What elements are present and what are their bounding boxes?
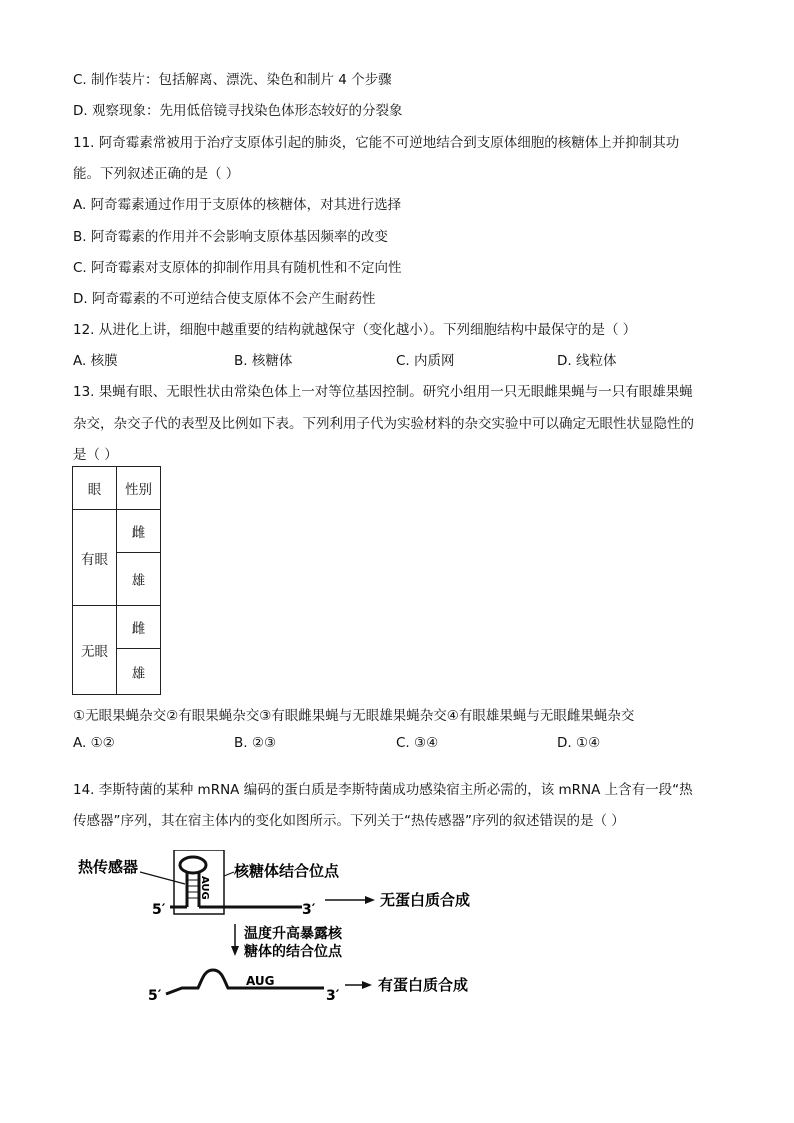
label-5prime-bottom: 5′ <box>148 988 162 1004</box>
table-cell-male: 雄 <box>117 649 161 695</box>
q11-stem-line1: 11. 阿奇霉素常被用于治疗支原体引起的肺炎，它能不可逆地结合到支原体细胞的核糖体上并抑制其功 <box>73 135 680 151</box>
q13-stem-line3: 是（ ） <box>73 447 118 463</box>
label-temp-line2: 糖体的结合位点 <box>244 944 342 960</box>
q11-option-b: B. 阿奇霉素的作用并不会影响支原体基因频率的改变 <box>73 229 388 245</box>
q11-option-d: D. 阿奇霉素的不可逆结合使支原体不会产生耐药性 <box>73 291 376 307</box>
label-heat-sensor: 热传感器 <box>78 858 139 876</box>
site-pointer <box>224 872 234 876</box>
label-aug: AUG <box>246 974 275 988</box>
table-cell-has-eye: 有眼 <box>73 510 117 606</box>
q13-option-d: D. ①④ <box>557 735 601 751</box>
q12-option-b: B. 核糖体 <box>234 353 293 369</box>
q13-stem-line2: 杂交，杂交子代的表型及比例如下表。下列利用子代为实验材料的杂交实验中可以确定无眼性状显隐性的 <box>73 416 694 432</box>
q11-option-a: A. 阿奇霉素通过作用于支原体的核糖体，对其进行选择 <box>73 197 402 213</box>
label-temp-line1: 温度升高暴露核 <box>244 926 342 942</box>
table-cell-female: 雌 <box>117 510 161 553</box>
q14-stem-line2: 传感器”序列，其在宿主体内的变化如图所示。下列关于“热传感器”序列的叙述错误的是（ ） <box>73 813 625 829</box>
label-aug-vertical: AUG <box>199 876 210 900</box>
q14-stem-line1: 14. 李斯特菌的某种 mRNA 编码的蛋白质是李斯特菌成功感染宿主所必需的，该 mRNA 上含有一段“热 <box>73 782 693 798</box>
label-5prime-top: 5′ <box>152 902 166 918</box>
q12-option-d: D. 线粒体 <box>557 353 617 369</box>
hairpin-base-pairs <box>187 880 199 898</box>
label-3prime-bottom: 3′ <box>326 988 340 1004</box>
table-cell-male: 雄 <box>117 553 161 606</box>
table-cell-no-eye: 无眼 <box>73 606 117 695</box>
prev-question-option-d: D. 观察现象：先用低倍镜寻找染色体形态较好的分裂象 <box>73 103 403 119</box>
q12-stem: 12. 从进化上讲，细胞中越重要的结构就越保守（变化越小）。下列细胞结构中最保守的是（ ） <box>73 322 637 338</box>
table-header-sex: 性别 <box>117 467 161 510</box>
q13-option-a: A. ①② <box>73 735 115 751</box>
hairpin-loop <box>180 857 206 873</box>
q13-option-b: B. ②③ <box>234 735 277 751</box>
label-no-protein: 无蛋白质合成 <box>380 891 471 909</box>
q12-option-a: A. 核膜 <box>73 353 118 369</box>
q11-stem-line2: 能。下列叙述正确的是（ ） <box>73 166 240 182</box>
table-header-eye: 眼 <box>73 467 117 510</box>
label-protein: 有蛋白质合成 <box>378 976 469 994</box>
label-ribosome-site: 核糖体结合位点 <box>234 862 340 880</box>
heat-sensor-diagram <box>70 850 510 1010</box>
q13-cross-list: ①无眼果蝇杂交②有眼果蝇杂交③有眼雌果蝇与无眼雄果蝇杂交④有眼雄果蝇与无眼雌果蝇杂交 <box>73 708 635 724</box>
mrna-unfolded <box>166 970 324 994</box>
arrow-protein-head <box>362 981 372 989</box>
q13-option-c: C. ③④ <box>396 735 439 751</box>
phenotype-table <box>72 466 161 695</box>
label-3prime-top: 3′ <box>302 902 316 918</box>
q13-stem-line1: 13. 果蝇有眼、无眼性状由常染色体上一对等位基因控制。研究小组用一只无眼雌果蝇与一只有眼雄果蝇 <box>73 384 693 400</box>
table-cell-female: 雌 <box>117 606 161 649</box>
pointer-line <box>140 872 185 884</box>
prev-question-option-c: C. 制作装片：包括解离、漂洗、染色和制片 4 个步骤 <box>73 72 392 88</box>
arrow-down-head <box>231 946 239 956</box>
q12-option-c: C. 内质网 <box>396 353 455 369</box>
arrow-no-protein-head <box>365 896 375 904</box>
q11-option-c: C. 阿奇霉素对支原体的抑制作用具有随机性和不定向性 <box>73 260 402 276</box>
